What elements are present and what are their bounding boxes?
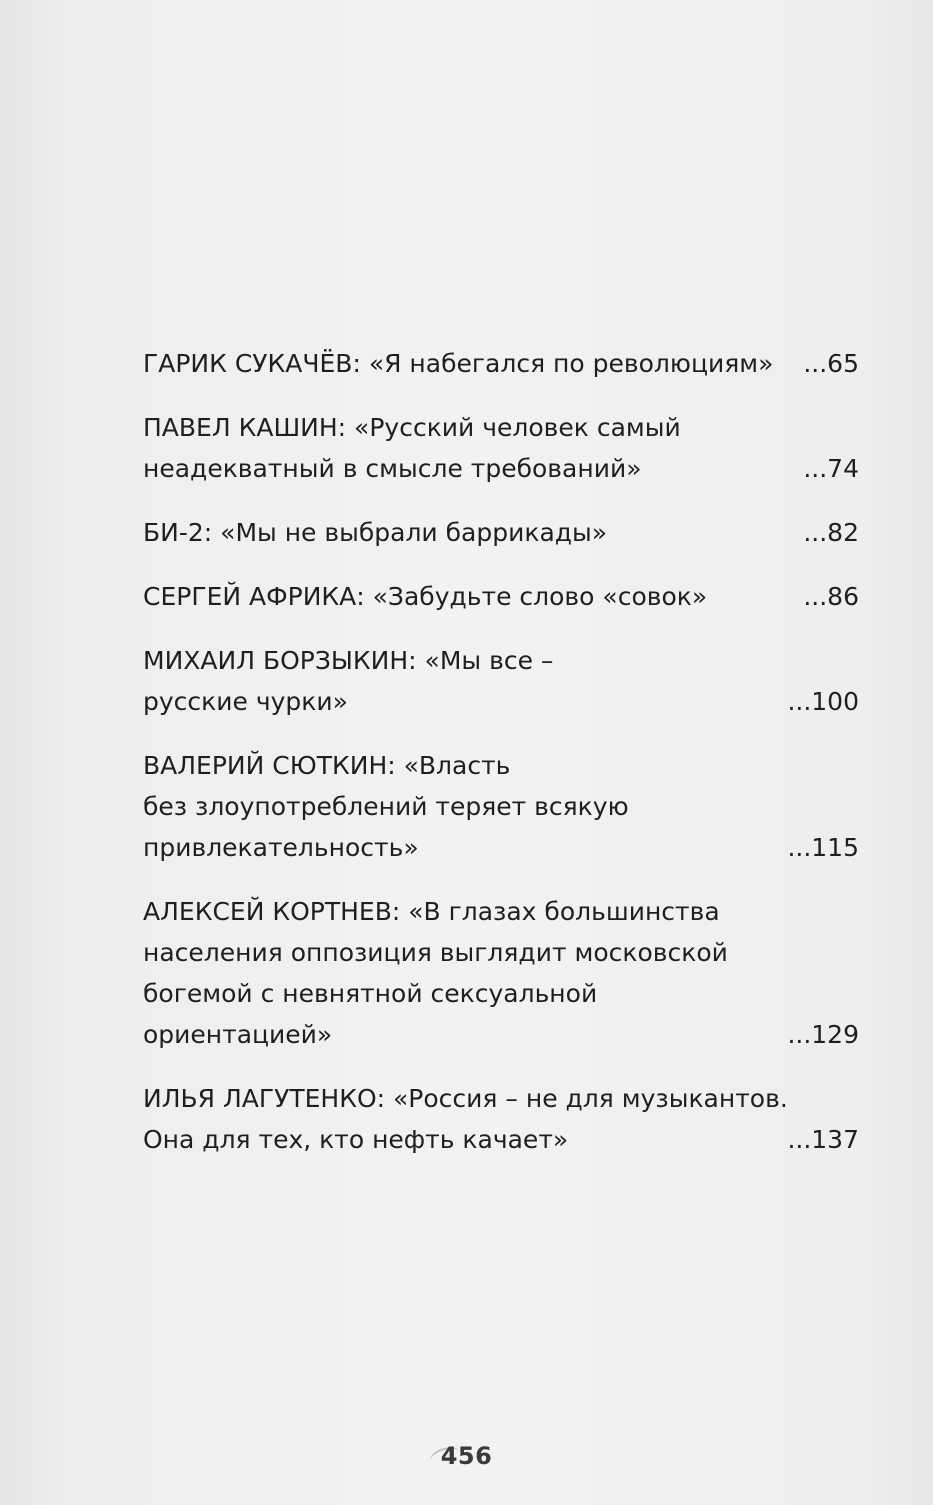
toc-entry-title: населения оппозиция выглядит московской (143, 938, 728, 967)
toc-line (143, 512, 859, 553)
toc-entry-page: ...82 (803, 518, 859, 547)
toc-line (143, 343, 859, 384)
toc-entry-page: ...65 (803, 349, 859, 378)
toc-line (143, 1014, 859, 1055)
toc-entry-title: русские чурки» (143, 687, 348, 716)
page-number: 456 (440, 1442, 493, 1470)
toc-entry-title: Она для тех, кто нефть качает» (143, 1125, 569, 1154)
toc-entry-title: БИ-2: «Мы не выбрали баррикады» (143, 518, 608, 547)
toc-entry-title: богемой с невнятной сексуальной (143, 979, 598, 1008)
toc-line (143, 745, 859, 786)
toc-entry-title: неадекватный в смысле требований» (143, 454, 642, 483)
toc-line (143, 1119, 859, 1160)
toc-entry-title: МИХАИЛ БОРЗЫКИН: «Мы все – (143, 646, 554, 675)
toc-entry-title: ВАЛЕРИЙ СЮТКИН: «Власть (143, 751, 511, 780)
toc-line (143, 786, 859, 827)
toc-entry-page: ...74 (803, 454, 859, 483)
toc-line (143, 681, 859, 722)
toc-entry-title: ИЛЬЯ ЛАГУТЕНКО: «Россия – не для музыкантов. (143, 1084, 788, 1113)
toc-line (143, 827, 859, 868)
toc-entry[interactable] (143, 512, 859, 553)
toc-entry-page: ...115 (787, 833, 859, 862)
toc-line (143, 407, 859, 448)
table-of-contents (143, 343, 859, 1183)
toc-line (143, 973, 859, 1014)
toc-entry-title: привлекательность» (143, 833, 419, 862)
toc-entry-page: ...129 (787, 1020, 859, 1049)
toc-line (143, 891, 859, 932)
toc-entry-page: ...86 (803, 582, 859, 611)
toc-entry-page: ...100 (787, 687, 859, 716)
toc-entry-title: ориентацией» (143, 1020, 333, 1049)
toc-entry-title: без злоупотреблений теряет всякую (143, 792, 629, 821)
toc-line (143, 640, 859, 681)
toc-entry[interactable] (143, 891, 859, 1055)
toc-entry[interactable] (143, 407, 859, 489)
toc-entry[interactable] (143, 576, 859, 617)
toc-entry[interactable] (143, 343, 859, 384)
toc-entry-title: АЛЕКСЕЙ КОРТНЕВ: «В глазах большинства (143, 897, 720, 926)
toc-entry[interactable] (143, 640, 859, 722)
toc-entry-title: СЕРГЕЙ АФРИКА: «Забудьте слово «совок» (143, 582, 708, 611)
toc-entry-page: ...137 (787, 1125, 859, 1154)
toc-line (143, 576, 859, 617)
bleed-through-title (322, 190, 336, 231)
bleed-through-header (240, 55, 244, 71)
toc-entry-title: ГАРИК СУКАЧЁВ: «Я набегался по революциям» (143, 349, 774, 378)
toc-entry-title: ПАВЕЛ КАШИН: «Русский человек самый (143, 413, 681, 442)
toc-line (143, 448, 859, 489)
toc-line (143, 1078, 859, 1119)
toc-entry[interactable] (143, 745, 859, 868)
toc-line (143, 932, 859, 973)
toc-entry[interactable] (143, 1078, 859, 1160)
